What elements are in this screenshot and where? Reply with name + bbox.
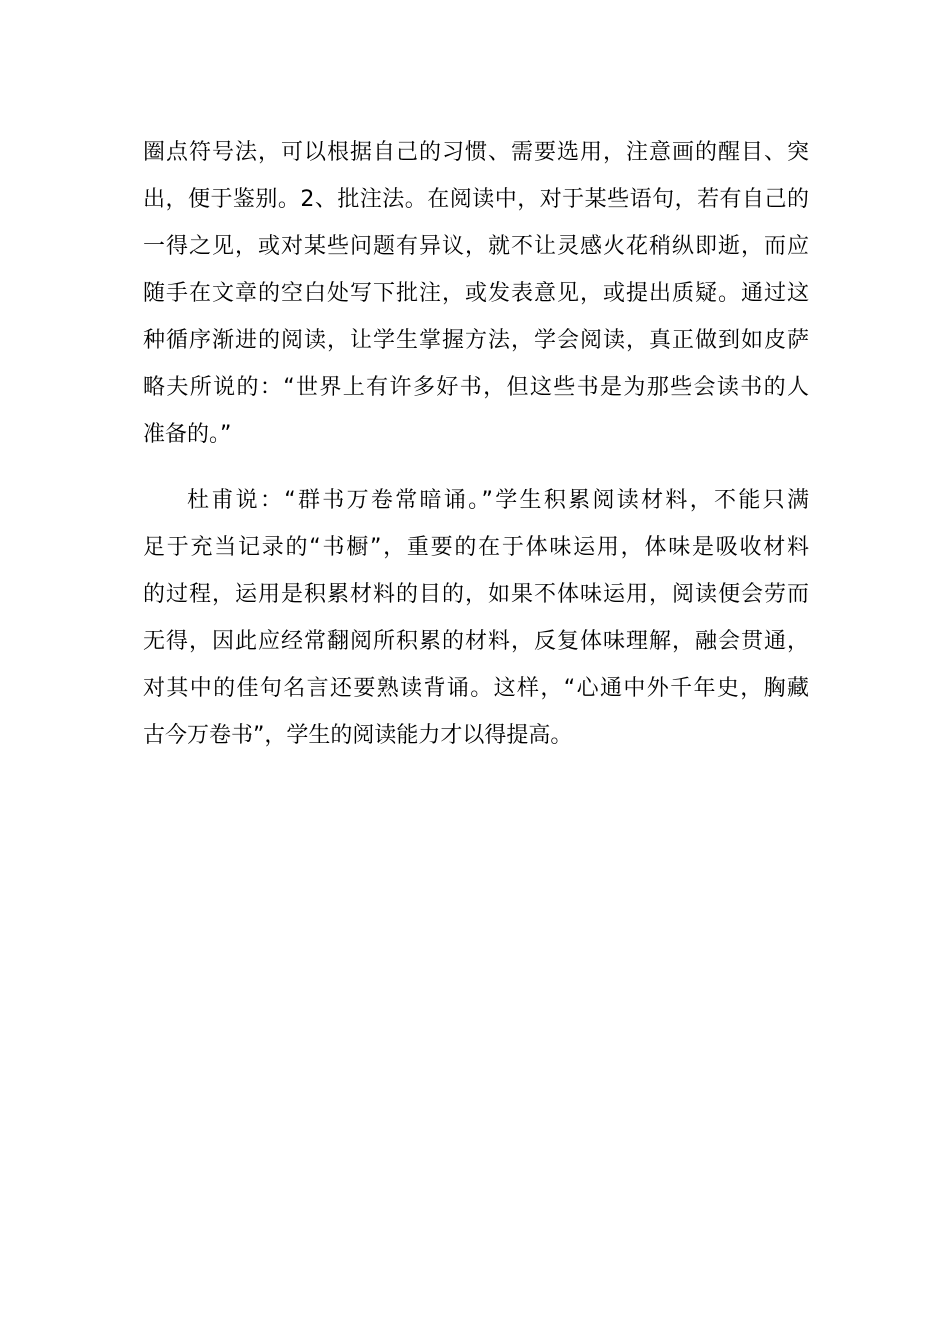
- paragraph-line: 杜甫说：“群书万卷常暗诵。”学生积累阅读材料，不能只满: [187, 488, 809, 513]
- paragraph-1: [143, 129, 809, 458]
- paragraph-line: 一得之见，或对某些问题有异议，就不让灵感火花稍纵即逝，而应: [143, 234, 809, 259]
- paragraph-line: 出，便于鉴别。2、批注法。在阅读中，对于某些语句，若有自己的: [143, 187, 809, 212]
- paragraph-line: 的过程，运用是积累材料的目的，如果不体味运用，阅读便会劳而: [143, 582, 809, 607]
- paragraph-line: 准备的。”: [143, 422, 232, 447]
- paragraph-line: 无得，因此应经常翻阅所积累的材料，反复体味理解，融会贯通，: [143, 629, 809, 654]
- paragraph-line: 足于充当记录的“书橱”，重要的在于体味运用，体味是吸收材料: [143, 535, 809, 560]
- paragraph-line: 古今万卷书”，学生的阅读能力才以得提高。: [143, 723, 573, 748]
- paragraph-line: 对其中的佳句名言还要熟读背诵。这样，“心通中外千年史，胸藏: [143, 676, 809, 701]
- paragraph-line: 随手在文章的空白处写下批注，或发表意见，或提出质疑。通过这: [143, 281, 809, 306]
- paragraph-line: 圈点符号法，可以根据自己的习惯、需要选用，注意画的醒目、突: [143, 140, 809, 165]
- paragraph-line: 略夫所说的：“世界上有许多好书，但这些书是为那些会读书的人: [143, 375, 809, 400]
- paragraph-2: [143, 477, 809, 759]
- paragraph-line: 种循序渐进的阅读，让学生掌握方法，学会阅读，真正做到如皮萨: [143, 328, 809, 353]
